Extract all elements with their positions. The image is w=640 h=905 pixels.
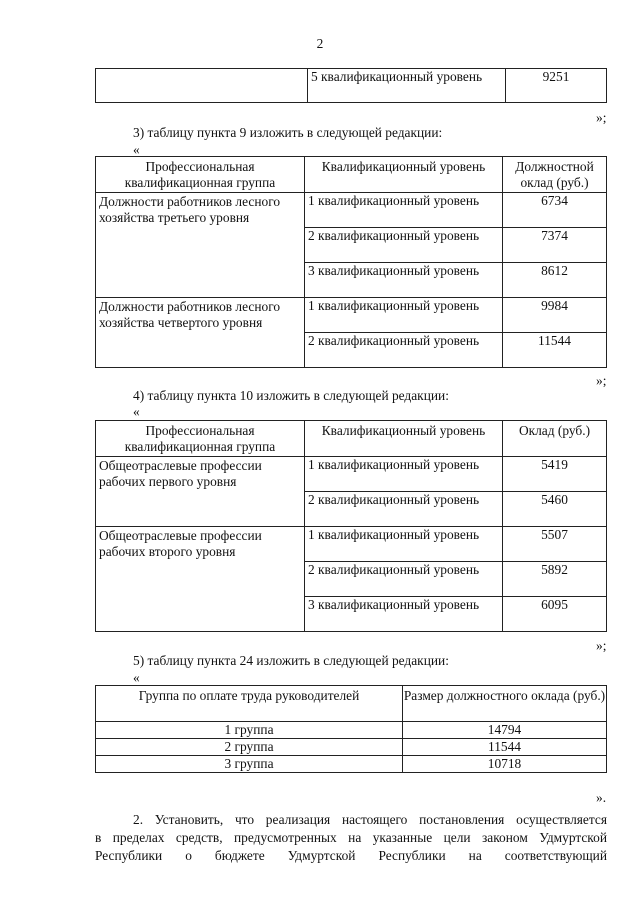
level-cell: 1 квалификационный уровень (305, 193, 503, 228)
level-cell: 1 квалификационный уровень (305, 298, 503, 333)
header-salary: Должностной оклад (руб.) (503, 157, 607, 193)
table-row (96, 527, 607, 562)
value-cell: 11544 (503, 333, 607, 368)
section4-intro: 4) таблицу пункта 10 изложить в следующей редакции: (133, 388, 449, 403)
value-cell: 6095 (503, 597, 607, 632)
value-cell: 8612 (503, 263, 607, 298)
table-row (96, 69, 607, 103)
table-header-row (96, 157, 607, 193)
section5-intro: 5) таблицу пункта 24 изложить в следующей редакции: (133, 653, 449, 668)
table-row (96, 722, 607, 739)
closing-quote: »; (596, 110, 607, 125)
header-group: Профессиональная квалификационная группа (96, 421, 305, 457)
level-cell: 2 квалификационный уровень (305, 562, 503, 597)
header-level: Квалификационный уровень (305, 157, 503, 193)
group-name: Должности работников лесного хозяйства третьего уровня (96, 193, 305, 298)
continuation-table (95, 68, 607, 103)
group-name: Общеотраслевые профессии рабочих первого уровня (96, 457, 305, 527)
closing-quote: »; (596, 638, 607, 653)
closing-quote: ». (596, 790, 607, 805)
value-cell: 5419 (503, 457, 607, 492)
header-group: Профессиональная квалификационная группа (96, 157, 305, 193)
level-cell: 2 квалификационный уровень (305, 333, 503, 368)
group-cell: 2 группа (96, 739, 403, 756)
group-name: Должности работников лесного хозяйства четвертого уровня (96, 298, 305, 368)
page-number: 2 (316, 36, 324, 51)
value-cell: 14794 (403, 722, 607, 739)
paragraph-2-line-1: 2. Установить, что реализация настоящего постановления осуществляется (133, 812, 607, 827)
table-point-24 (95, 685, 607, 773)
opening-quote: « (133, 670, 140, 685)
header-level: Квалификационный уровень (305, 421, 503, 457)
opening-quote: « (133, 404, 140, 419)
table-header-row (96, 686, 607, 722)
table-row (96, 756, 607, 773)
closing-quote: »; (596, 373, 607, 388)
value-cell: 9251 (506, 69, 607, 103)
table-point-9 (95, 156, 607, 368)
paragraph-2-line-2: в пределах средств, предусмотренных на указанные цели законом Удмуртской (95, 830, 607, 845)
table-point-10 (95, 420, 607, 632)
table-row (96, 457, 607, 492)
level-cell: 3 квалификационный уровень (305, 263, 503, 298)
level-cell: 2 квалификационный уровень (305, 228, 503, 263)
level-cell: 1 квалификационный уровень (305, 457, 503, 492)
value-cell: 5507 (503, 527, 607, 562)
header-salary: Оклад (руб.) (503, 421, 607, 457)
group-name: Общеотраслевые профессии рабочих второго уровня (96, 527, 305, 632)
level-cell: 1 квалификационный уровень (305, 527, 503, 562)
value-cell: 9984 (503, 298, 607, 333)
table-row (96, 298, 607, 333)
level-cell: 3 квалификационный уровень (305, 597, 503, 632)
value-cell: 5460 (503, 492, 607, 527)
value-cell: 11544 (403, 739, 607, 756)
group-cell (96, 69, 308, 103)
value-cell: 6734 (503, 193, 607, 228)
group-cell: 3 группа (96, 756, 403, 773)
level-cell: 5 квалификационный уровень (308, 69, 506, 103)
value-cell: 5892 (503, 562, 607, 597)
group-cell: 1 группа (96, 722, 403, 739)
table-header-row (96, 421, 607, 457)
paragraph-2-line-3: Республики о бюджете Удмуртской Республики на соответствующий (95, 848, 607, 863)
opening-quote: « (133, 142, 140, 157)
table-row (96, 193, 607, 228)
header-group: Группа по оплате труда руководителей (96, 686, 403, 722)
level-cell: 2 квалификационный уровень (305, 492, 503, 527)
table-row (96, 739, 607, 756)
header-salary: Размер должностного оклада (руб.) (403, 686, 607, 722)
section3-intro: 3) таблицу пункта 9 изложить в следующей редакции: (133, 125, 443, 140)
value-cell: 7374 (503, 228, 607, 263)
value-cell: 10718 (403, 756, 607, 773)
